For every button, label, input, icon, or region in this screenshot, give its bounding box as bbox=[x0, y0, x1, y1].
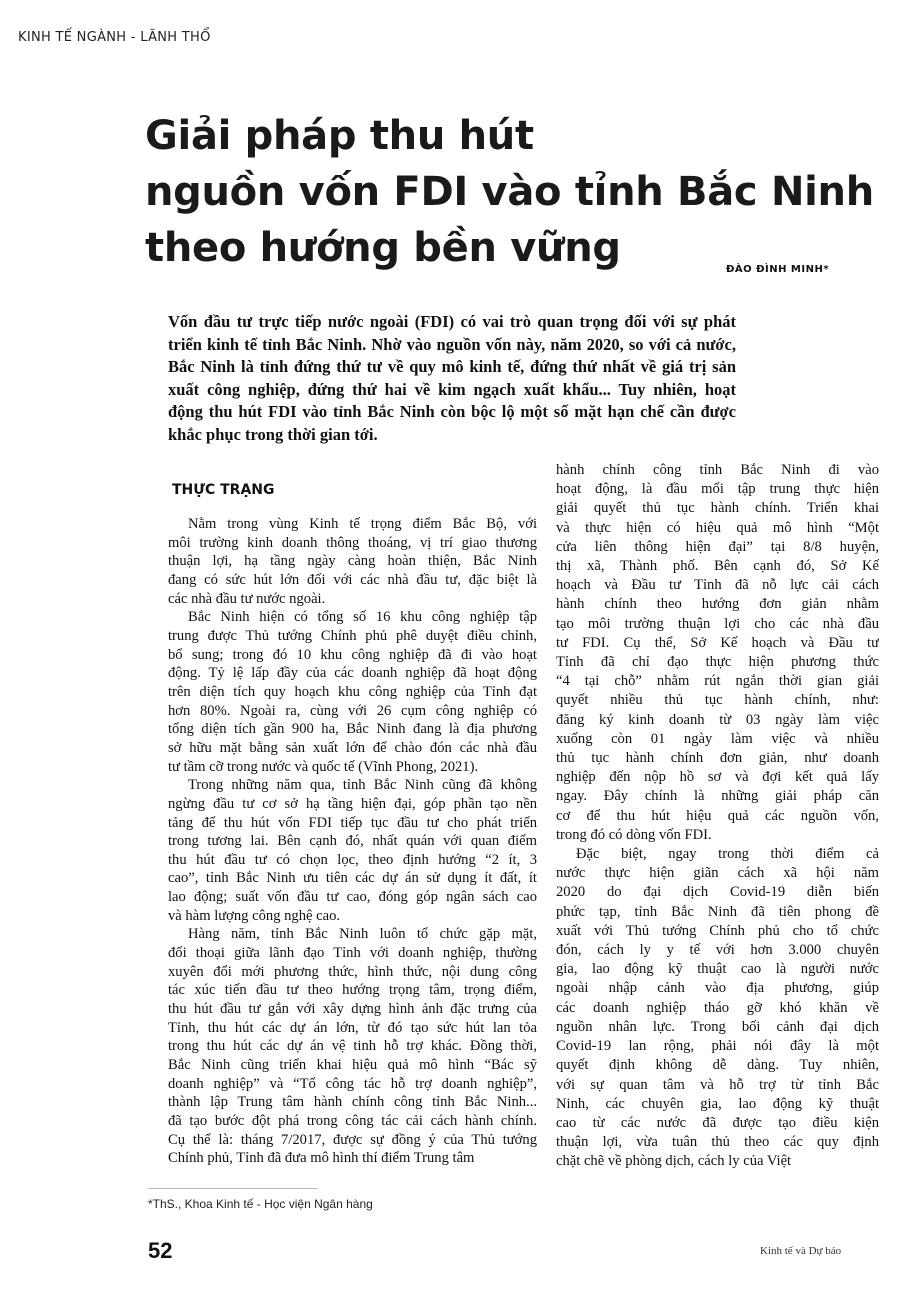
paragraph-line: các doanh nghiệp tháo gỡ khó khăn về bbox=[556, 999, 879, 1016]
paragraph-line: hoạt động, là đầu mối tập trung thực hiện bbox=[556, 481, 879, 498]
paragraph-line: tổng diện tích gần 900 ha, Bắc Ninh đang là địa phương bbox=[168, 721, 537, 738]
paragraph-line: Chính phủ, Tỉnh đã đưa mô hình thí điểm Trung tâm bbox=[168, 1150, 475, 1167]
paragraph-line: Ninh, các chuyên gia, lao động kỹ thuật bbox=[556, 1095, 879, 1112]
paragraph-line: nước thực hiện giãn cách xã hội năm bbox=[556, 865, 879, 882]
paragraph-line: đã tạo bước đột phá trong công tác cải cách hành chính. bbox=[168, 1113, 537, 1129]
paragraph-line: thủ tục hành chính đơn giản, như doanh bbox=[556, 750, 879, 767]
section-heading: THỰC TRẠNG bbox=[172, 482, 275, 498]
paragraph-line: thu hút đầu tư có chọn lọc, theo định hướng “2 ít, 3 bbox=[168, 851, 537, 868]
paragraph-line: tư FDI. Cụ thể, Sở Kế hoạch và Đầu tư bbox=[556, 634, 879, 651]
paragraph-line: Hàng năm, tỉnh Bắc Ninh luôn tổ chức gặp mặt, bbox=[188, 926, 537, 943]
paragraph-line: Bắc Ninh cũng triển khai hiệu quả mô hình “Bác sỹ bbox=[168, 1057, 537, 1074]
paragraph-line: quyết định không dễ dàng. Tuy nhiên, bbox=[556, 1057, 879, 1074]
paragraph-line: doanh nghiệp” và “Tổ công tác hỗ trợ doanh nghiệp”, bbox=[168, 1075, 537, 1092]
paragraph-line: và thực hiện có hiệu quả mô hình “Một bbox=[556, 519, 879, 536]
abstract-line: Bắc Ninh là tỉnh đứng thứ tư về quy mô kinh tế, đứng thứ nhất về giá trị sản bbox=[168, 357, 736, 376]
paragraph-line: đón, cách ly y tế với hơn 3.000 chuyên bbox=[556, 942, 879, 959]
paragraph-line: thu hút đầu tư gắn với xây dựng hình ảnh đặc trưng của bbox=[168, 1001, 537, 1018]
paragraph-line: thuận lợi, hạ tầng ngày càng hoàn thiện, Bắc Ninh bbox=[168, 553, 537, 570]
paragraph-line: và hàm lượng công nghệ cao. bbox=[168, 907, 341, 924]
paragraph-line: trên diện tích quy hoạch khu công nghiệp của Tỉnh đạt bbox=[168, 683, 537, 700]
paragraph-line: thị xã, Thành phố. Bên cạnh đó, Sở Kế bbox=[556, 558, 879, 575]
paragraph-line: ngoài nhập cảnh vào địa phương, giúp bbox=[556, 980, 879, 997]
paragraph-line: xuyên đổi mới phương thức, hình thức, nội dung công bbox=[168, 963, 537, 980]
paragraph-line: hành chính công tỉnh Bắc Ninh đi vào bbox=[556, 462, 879, 478]
paragraph-line: các nhà đầu tư nước ngoài. bbox=[168, 590, 326, 607]
paragraph-line: gia, lao động kỹ thuật cao là người nước bbox=[556, 961, 879, 978]
footnote-divider bbox=[148, 1188, 318, 1189]
paragraph-line: môi trường kinh doanh thông thoáng, vị trí giao thương bbox=[168, 534, 537, 551]
paragraph-line: tạo môi trường thuận lợi cho các nhà đầu bbox=[556, 615, 879, 632]
paragraph-line: cao từ các nước đã được tạo điều kiện bbox=[556, 1114, 879, 1131]
paragraph-line: đang có sức hút lớn đối với các nhà đầu tư, đặc biệt là bbox=[168, 571, 537, 588]
paragraph-line: xuống còn 01 ngày làm việc và nhiều bbox=[556, 730, 879, 747]
author: ĐÀO ĐÌNH MINH* bbox=[726, 264, 830, 275]
title-line: nguồn vốn FDI vào tỉnh Bắc Ninh bbox=[145, 169, 874, 215]
paragraph-line: hoạch và Đầu tư Tỉnh đã nỗ lực cải cách bbox=[556, 577, 879, 594]
paragraph-line: nghiệp đến nộp hồ sơ và đợi kết quả lấy bbox=[556, 769, 879, 786]
paragraph-line: chặt chẽ về phòng dịch, cách ly của Việt bbox=[556, 1153, 792, 1170]
paragraph-line: sở hữu mặt bằng sản xuất lớn để chào đón các nhà đầu bbox=[168, 739, 537, 756]
paragraph-line: với sự quan tâm và hỗ trợ từ tỉnh Bắc bbox=[556, 1076, 879, 1093]
paragraph-line: giải quyết thủ tục hành chính. Triển khai bbox=[556, 500, 879, 517]
paragraph-line: xuất với Thủ tướng Chính phủ cho tổ chức bbox=[556, 922, 879, 939]
paragraph-line: bổ sung; trong đó 10 khu công nghiệp đã đi vào hoạt bbox=[168, 646, 537, 663]
paragraph-line: tác xúc tiến đầu tư theo hướng trọng tâm, trọng điểm, bbox=[168, 982, 537, 999]
paragraph-line: lao động; suất vốn đầu tư cao, đóng góp ngân sách cao bbox=[168, 889, 537, 906]
title-line: Giải pháp thu hút bbox=[145, 113, 534, 159]
abstract-line: Vốn đầu tư trực tiếp nước ngoài (FDI) có vai trò quan trọng đối với sự phát bbox=[168, 312, 736, 331]
right-column bbox=[556, 461, 879, 1172]
paragraph-line: 2020 do đại dịch Covid-19 diễn biến bbox=[556, 884, 879, 901]
paragraph-line: trong đó có dòng vốn FDI. bbox=[556, 826, 712, 843]
paragraph-line: quyết nhiều thủ tục hành chính, như: bbox=[556, 692, 879, 709]
paragraph-line: Tỉnh, thu hút các dự án lớn, từ đó tạo sức hút lan tỏa bbox=[168, 1019, 537, 1036]
paragraph-line: trong thu hút các dự án vệ tinh hỗ trợ khác. Đồng thời, bbox=[168, 1038, 537, 1055]
abstract bbox=[168, 311, 736, 446]
paragraph-line: nguồn nhân lực. Trong bối cảnh đại dịch bbox=[556, 1018, 879, 1035]
paragraph-line: đối thoại giữa lãnh đạo Tỉnh với doanh nghiệp, thường bbox=[168, 945, 537, 962]
left-column bbox=[168, 515, 537, 1168]
paragraph-line: phức tạp, tỉnh Bắc Ninh đã tiên phong đề bbox=[556, 903, 879, 920]
paragraph-line: Nằm trong vùng Kinh tế trọng điểm Bắc Bộ, với bbox=[188, 516, 537, 532]
abstract-line: động thu hút FDI vào tỉnh Bắc Ninh còn bộc lộ một số mặt hạn chế cần được bbox=[168, 402, 736, 421]
abstract-line: khắc phục trong thời gian tới. bbox=[168, 424, 378, 444]
paragraph-line: thuận lợi, vừa tuân thủ theo các quy định bbox=[556, 1134, 879, 1151]
paragraph-line: động. Tỷ lệ lấp đầy của các doanh nghiệp đã hoạt động bbox=[168, 665, 537, 682]
paragraph-line: ngay. Đây chính là những giải pháp căn bbox=[556, 788, 879, 805]
paragraph-line: “4 tại chỗ” nhằm rút ngắn thời gian giải bbox=[556, 673, 879, 690]
paragraph-line: Cụ thể là: tháng 7/2017, được sự đồng ý của Thủ tướng bbox=[168, 1131, 537, 1148]
footnote: *ThS., Khoa Kinh tế - Học viện Ngân hàng bbox=[148, 1197, 373, 1211]
paragraph-line: Covid-19 lan rộng, phải nói đây là một bbox=[556, 1038, 879, 1055]
paragraph-line: hành chính theo hướng đơn giản nhằm bbox=[556, 596, 879, 613]
paragraph-line: đăng ký kinh doanh từ 03 ngày làm việc bbox=[556, 711, 879, 728]
paragraph-line: thành lập Trung tâm hành chính công tỉnh Bắc Ninh... bbox=[168, 1094, 537, 1111]
section-label: KINH TẾ NGÀNH - LÃNH THỔ bbox=[18, 30, 211, 45]
journal-name: Kinh tế và Dự báo bbox=[760, 1245, 842, 1257]
abstract-line: xuất công nghiệp, đứng thứ hai về kim ngạch xuất khẩu... Tuy nhiên, hoạt bbox=[168, 379, 736, 399]
paragraph-line: trong tương lai. Bên cạnh đó, nhất quán với quan điểm bbox=[168, 833, 537, 850]
paragraph-line: Tỉnh đã chỉ đạo thực hiện phương thức bbox=[556, 654, 879, 671]
paragraph-line: hơn 80%. Ngoài ra, cùng với 26 cụm công nghiệp có bbox=[168, 702, 537, 719]
paragraph-line: tư tầm cỡ trong nước và quốc tế (Vĩnh Phong, 2021). bbox=[168, 758, 479, 775]
paragraph-line: cơ để thu hút hiệu quả các nguồn vốn, bbox=[556, 807, 879, 824]
paragraph-line: Bắc Ninh hiện có tổng số 16 khu công nghiệp tập bbox=[188, 609, 537, 626]
abstract-line: triển kinh tế tỉnh Bắc Ninh. Nhờ vào nguồn vốn này, năm 2020, so với cả nước, bbox=[168, 334, 736, 354]
page-number: 52 bbox=[148, 1238, 173, 1263]
paragraph-line: Trong những năm qua, tỉnh Bắc Ninh cũng đã không bbox=[188, 777, 537, 794]
article-title bbox=[145, 108, 874, 276]
paragraph-line: Đặc biệt, ngay trong thời điểm cả bbox=[576, 846, 879, 863]
paragraph-line: tảng để thu hút vốn FDI tiếp tục đầu tư cho phát triển bbox=[168, 814, 537, 831]
paragraph-line: cửa liên thông hiện đại” tại 8/8 huyện, bbox=[556, 538, 879, 555]
paragraph-line: ngừng đầu tư cơ sở hạ tầng hiện đại, góp phần tạo nền bbox=[168, 795, 537, 812]
paragraph-line: cao”, tỉnh Bắc Ninh ưu tiên các dự án sử dụng ít đất, ít bbox=[168, 870, 537, 887]
paragraph-line: trung được Thủ tướng Chính phủ phê duyệt điều chỉnh, bbox=[168, 627, 537, 644]
title-line: theo hướng bền vững bbox=[145, 225, 621, 271]
